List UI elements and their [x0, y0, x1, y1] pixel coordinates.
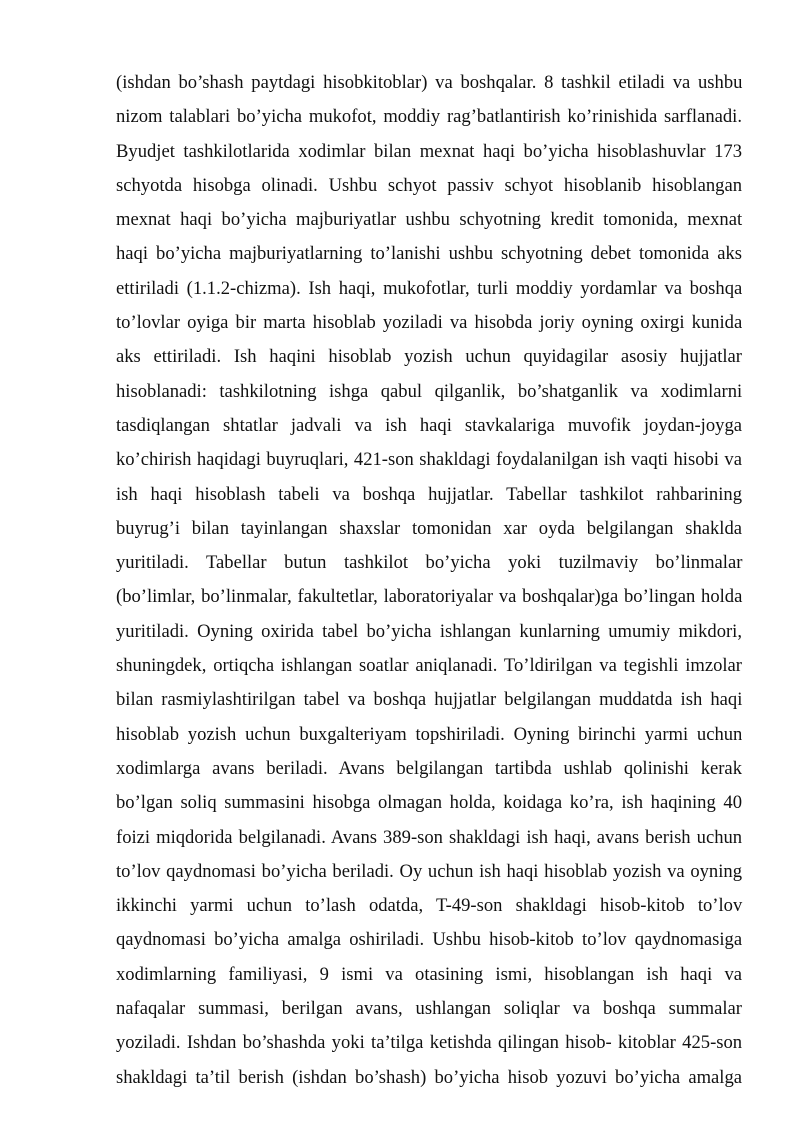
text-line: to’lov qaydnomasi bo’yicha beriladi. Oy uchun ish haqi hisoblab yozish va oyning: [116, 860, 742, 882]
text-line: yuritiladi. Oyning oxirida tabel bo’yicha ishlangan kunlarning umumiy mikdori,: [116, 620, 742, 642]
text-line: qaydnomasi bo’yicha amalga oshiriladi. Ushbu hisob-kitob to’lov qaydnomasiga: [116, 929, 743, 951]
text-line: foizi miqdorida belgilanadi. Avans 389-son shakldagi ish haqi, avans berish uchun: [116, 826, 743, 848]
text-line: hisoblanadi: tashkilotning ishga qabul qilganlik, bo’shatganlik va xodimlarni: [116, 380, 743, 402]
text-line: Byudjet tashkilotlarida xodimlar bilan mexnat haqi bo’yicha hisoblashuvlar 173: [116, 140, 742, 162]
body-text: [116, 66, 742, 1095]
text-line: hisoblab yozish uchun buxgalteriyam topshiriladi. Oyning birinchi yarmi uchun: [116, 723, 743, 745]
text-line: aks ettiriladi. Ish haqini hisoblab yozish uchun quyidagilar asosiy hujjatlar: [116, 346, 742, 368]
text-line: (ishdan bo’shash paytdagi hisobkitoblar) va boshqalar. 8 tashkil etiladi va ushbu: [116, 72, 743, 93]
text-line: to’lovlar oyiga bir marta hisoblab yoziladi va hisobda joriy oyning oxirgi kunida: [116, 312, 743, 334]
text-line: ko’chirish haqidagi buyruqlari, 421-son shakldagi foydalanilgan ish vaqti hisobi va: [116, 449, 742, 471]
text-line: ikkinchi yarmi uchun to’lash odatda, T-49-son shakldagi hisob-kitob to’lov: [116, 895, 743, 917]
text-line: tasdiqlangan shtatlar jadvali va ish haqi stavkalariga muvofik joydan-joyga: [116, 414, 742, 436]
text-line: shakldagi ta’til berish (ishdan bo’shash) bo’yicha hisob yozuvi bo’yicha amalga: [116, 1066, 743, 1088]
text-line: nizom talablari bo’yicha mukofot, moddiy rag’batlantirish ko’rinishida sarflanadi.: [116, 106, 742, 128]
text-line: (bo’limlar, bo’linmalar, fakultetlar, laboratoriyalar va boshqalar)ga bo’lingan holda: [116, 586, 743, 608]
text-line: bo’lgan soliq summasini hisobga olmagan holda, koidaga ko’ra, ish haqining 40: [116, 792, 742, 814]
text-line: ettiriladi (1.1.2-chizma). Ish haqi, mukofotlar, turli moddiy yordamlar va boshqa: [116, 277, 743, 299]
text-line: buyrug’i bilan tayinlangan shaxslar tomonidan xar oyda belgilangan shaklda: [116, 517, 743, 539]
text-line: yuritiladi. Tabellar butun tashkilot bo’yicha yoki tuzilmaviy bo’linmalar: [116, 552, 743, 574]
text-line: yoziladi. Ishdan bo’shashda yoki ta’tilga ketishda qilingan hisob- kitoblar 425-son: [116, 1032, 743, 1054]
text-line: nafaqalar summasi, berilgan avans, ushlangan soliqlar va boshqa summalar: [116, 998, 742, 1020]
text-line: ish haqi hisoblash tabeli va boshqa hujjatlar. Tabellar tashkilot rahbarining: [116, 483, 742, 505]
text-line: schyotda hisobga olinadi. Ushbu schyot passiv schyot hisoblanib hisoblangan: [116, 174, 742, 196]
text-line: shuningdek, ortiqcha ishlangan soatlar aniqlanadi. To’ldirilgan va tegishli imzolar: [116, 655, 742, 677]
text-line: xodimlarga avans beriladi. Avans belgilangan tartibda ushlab qolinishi kerak: [116, 757, 742, 779]
text-line: haqi bo’yicha majburiyatlarning to’lanishi ushbu schyotning debet tomonida aks: [116, 243, 743, 265]
text-line: xodimlarning familiyasi, 9 ismi va otasining ismi, hisoblangan ish haqi va: [116, 963, 742, 985]
text-line: bilan rasmiylashtirilgan tabel va boshqa hujjatlar belgilangan muddatda ish haqi: [116, 689, 743, 711]
text-line: mexnat haqi bo’yicha majburiyatlar ushbu schyotning kredit tomonida, mexnat: [116, 209, 743, 231]
